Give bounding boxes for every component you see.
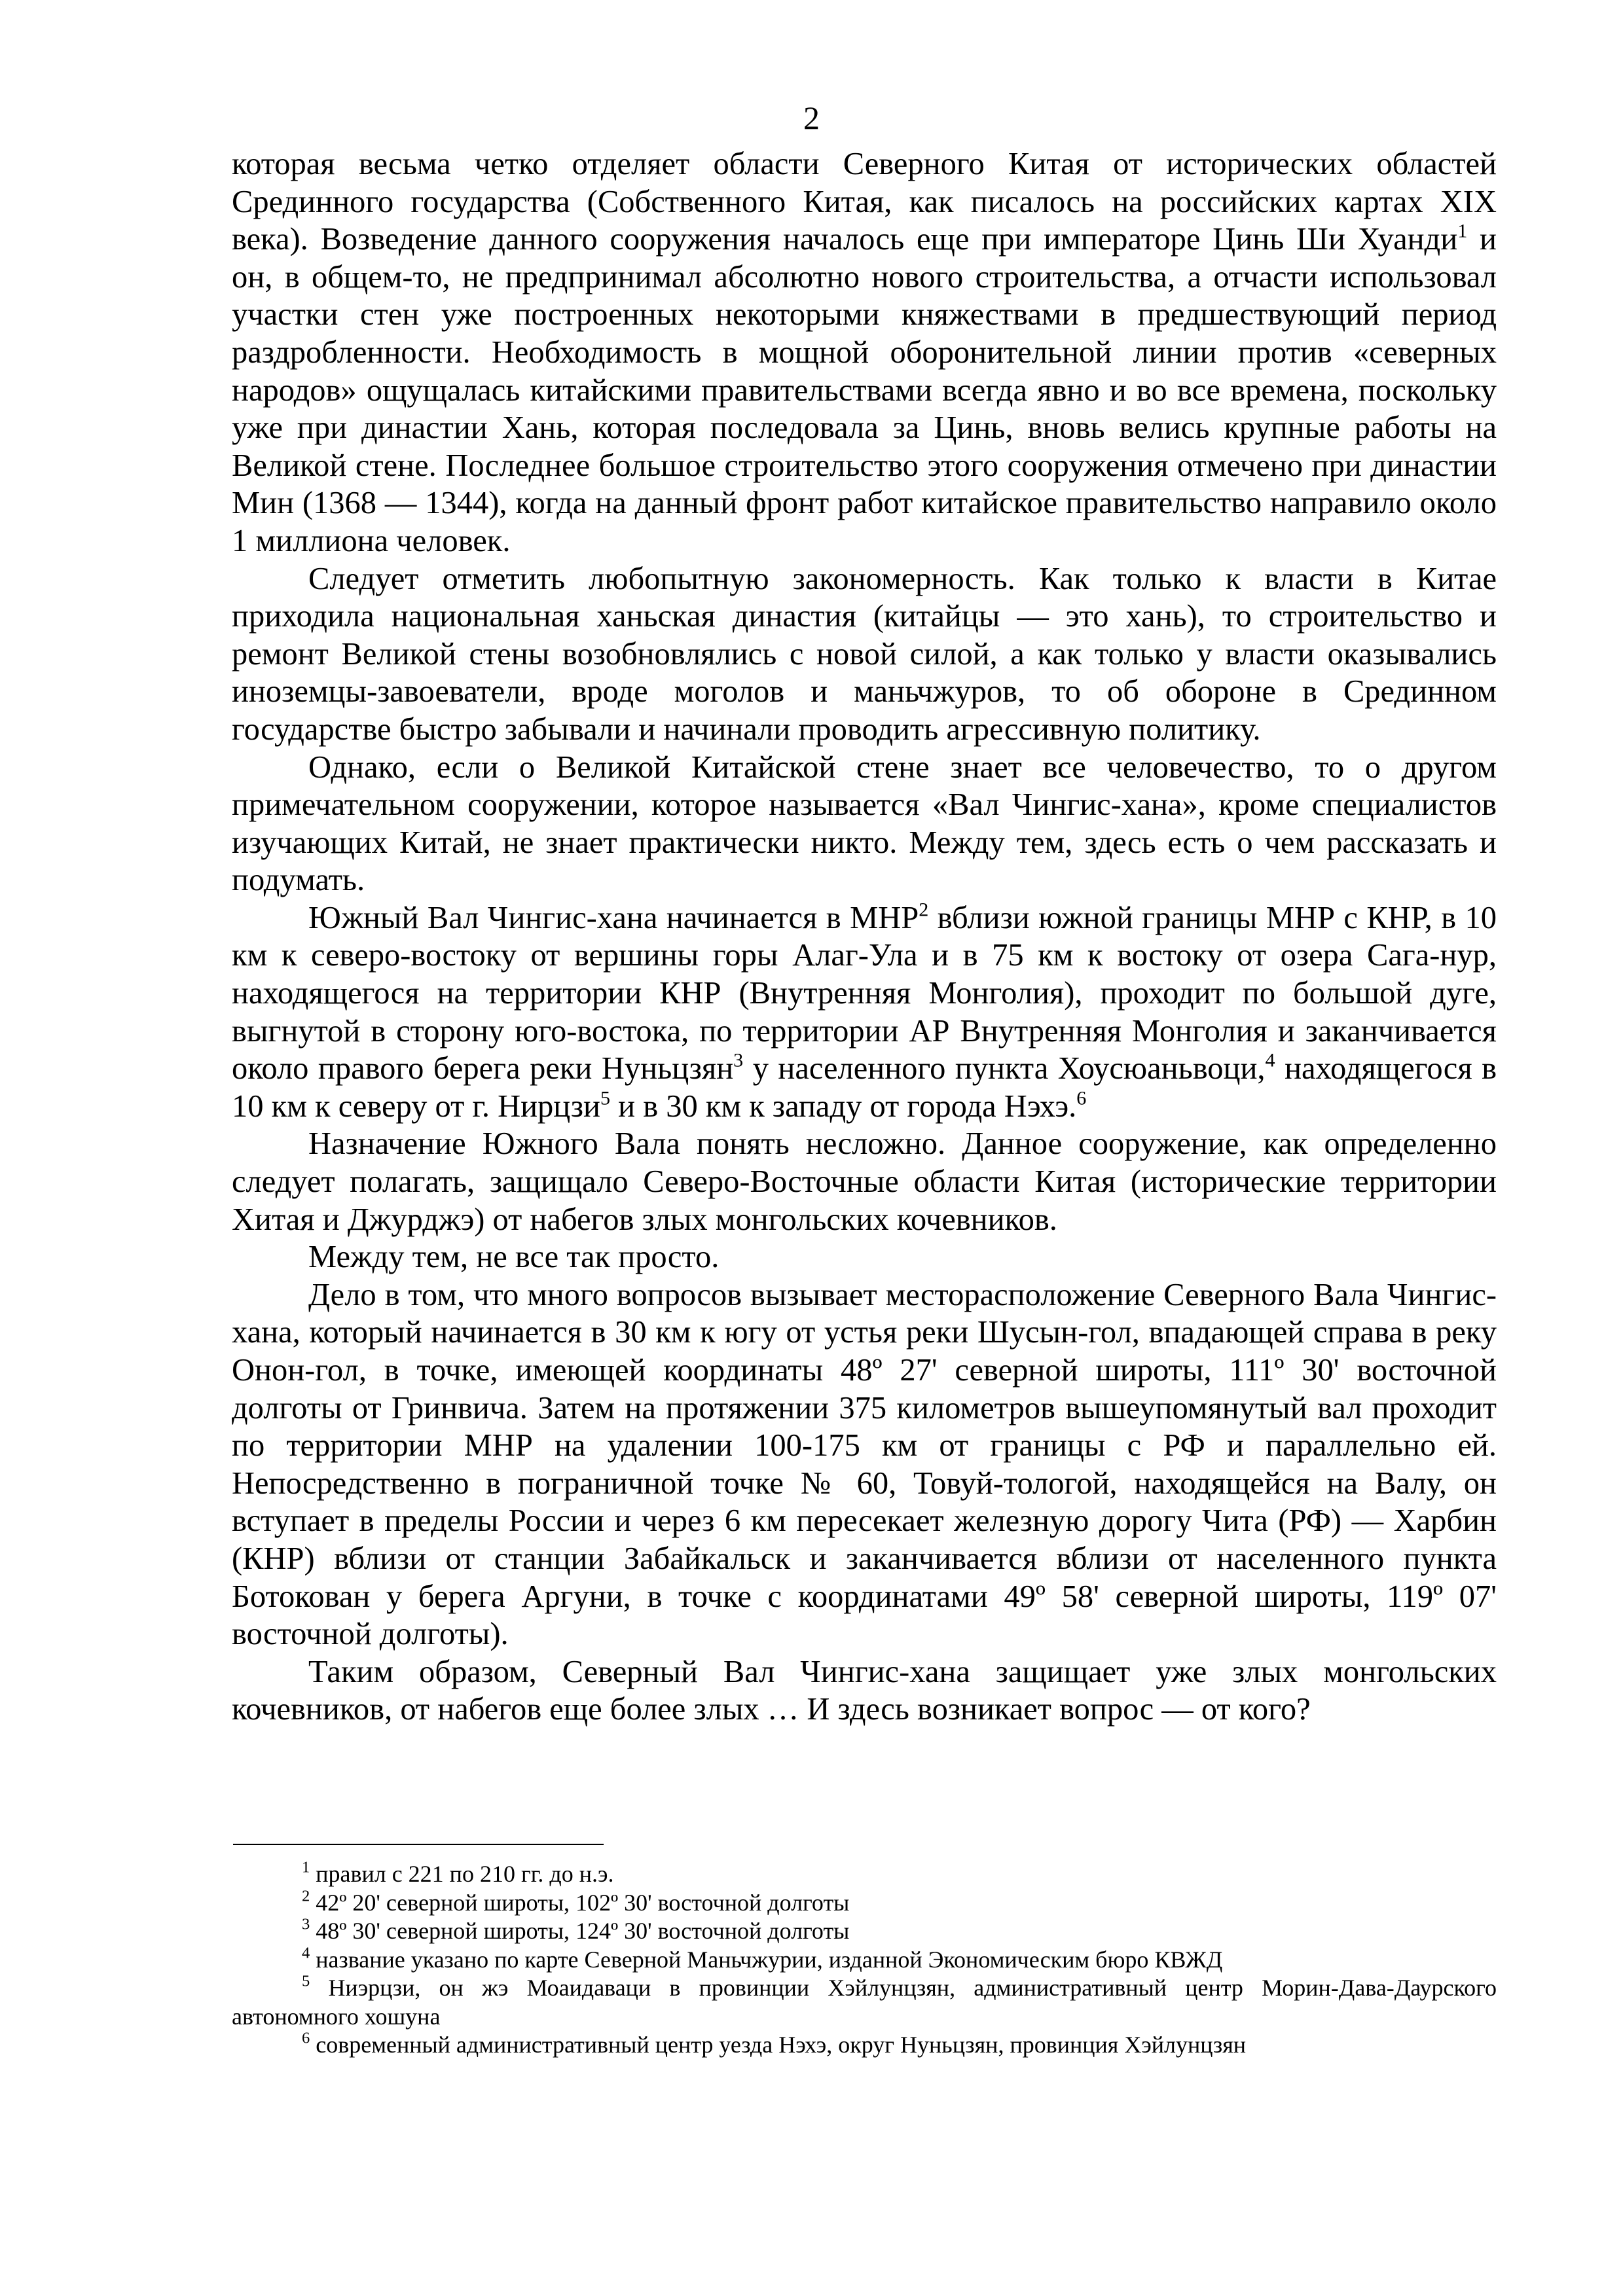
body-text	[232, 145, 1497, 1729]
footnote-number: 2	[302, 1886, 310, 1905]
paragraph: Следует отметить любопытную закономерность. Как только к власти в Китае приходила национальная ханьская династия (китайцы — это хань), то строительство и ремонт Великой стены возобновлялись с новой силой, а как только у власти оказывались иноземцы-завоеватели, вроде моголов и маньчжуров, то об обороне в Срединном государстве быстро забывали и начинали проводить агрессивную политику.	[232, 561, 1497, 747]
footnote: $^5$ Ниэрцзи, он жэ Моаидаваци в провинции Хэйлунцзян, административный центр Морин-Дава-Даурского автономного хошуна	[232, 1972, 1497, 2030]
footnote-ref[interactable]: 3	[733, 1049, 744, 1071]
paragraph: Дело в том, что много вопросов вызывает месторасположение Северного Вала Чингис-хана, который начинается в 30 км к югу от устья реки Шусын-гол, впадающей справа в реку Онон-гол, в точке, имеющей координаты 48º 27' северной широты, 111º 30' восточной долготы от Гринвича. Затем на протяжении 375 километров вышеупомянутый вал проходит по территории МНР на удалении 100-175 км от границы с РФ и параллельно ей. Непосредственно в пограничной точке № 60, Товуй-тологой, находящейся на Валу, он вступает в пределы России и через 6 км пересекает железную дорогу Чита (РФ) — Харбин (КНР) вблизи от станции Забайкальск и заканчивается вблизи от населенного пункта Ботокован у берега Аргуни, в точке с координатами 49º 58' северной широты, 119º 07' восточной долготы).	[232, 1277, 1497, 1652]
footnote-ref[interactable]: 1	[1457, 219, 1468, 242]
footnote-number: 4	[302, 1943, 310, 1962]
paragraph: Между тем, не все так просто.	[308, 1240, 720, 1275]
footnote: $^3$ 48º 30' северной широты, 124º 30' восточной долготы	[302, 1915, 850, 1944]
footnote-number: 6	[302, 2029, 310, 2047]
footnote-ref[interactable]: 4	[1265, 1049, 1275, 1071]
footnote: $^2$ 42º 20' северной широты, 102º 30' восточной долготы	[302, 1886, 850, 1916]
footnote-ref[interactable]: 5	[600, 1086, 610, 1109]
paragraph: которая весьма четко отделяет области Северного Китая от исторических областей Срединного государства (Собственного Китая, как писалось на российских картах XIX века). Возведение данного сооружения началось еще при императоре Цинь Ши Хуанди$^1$ и он, в общем-то, не предпринимал абсолютно нового строительства, а отчасти использовал участки стен уже построенных некоторыми княжествами в предшествующий период раздробленности. Необходимость в мощной оборонительной линии против «северных народов» ощущалась китайскими правительствами всегда явно и во все времена, поскольку уже при династии Хань, которая последовала за Цинь, вновь велись крупные работы на Великой стене. Последнее большое строительство этого сооружения отмечено при династии Мин (1368 — 1344), когда на данный фронт работ китайское правительство направило около 1 миллиона человек.	[232, 147, 1497, 558]
footnote-separator	[233, 1844, 604, 1845]
paragraph: Южный Вал Чингис-хана начинается в МНР$^2$ вблизи южной границы МНР с КНР, в 10 км к северо-востоку от вершины горы Алаг-Ула и в 75 км к востоку от озера Сага-нур, находящегося на территории КНР (Внутренняя Монголия), проходит по большой дуге, выгнутой в сторону юго-востока, по территории АР Внутренняя Монголия и заканчивается около правого берега реки Нуньцзян$^3$ у населенного пункта Хоусюаньвоци,$^4$ находящегося в 10 км к северу от г. Нирцзи$^5$ и в 30 км к западу от города Нэхэ.$^6$	[232, 898, 1497, 1124]
page-number: 2	[803, 99, 820, 136]
footnote: $^6$ современный административный центр уезда Нэхэ, округ Нуньцзян, провинция Хэйлунцзян	[302, 2029, 1247, 2058]
paragraph: Таким образом, Северный Вал Чингис-хана защищает уже злых монгольских кочевников, от набегов еще более злых … И здесь возникает вопрос — от кого?	[232, 1654, 1497, 1727]
footnote-number: 5	[302, 1972, 310, 1990]
footnote-number: 3	[302, 1915, 310, 1933]
footnotes	[232, 1860, 1497, 2060]
footnote-number: 1	[302, 1858, 310, 1876]
footnote-ref[interactable]: 6	[1076, 1086, 1087, 1109]
footnote: $^1$ правил с 221 по 210 гг. до н.э.	[302, 1858, 614, 1887]
footnote: $^4$ название указано по карте Северной Маньчжурии, изданной Экономическим бюро КВЖД	[302, 1943, 1223, 1973]
paragraph: Однако, если о Великой Китайской стене знает все человечество, то о другом примечательном сооружении, которое называется «Вал Чингис-хана», кроме специалистов изучающих Китай, не знает практически никто. Между тем, здесь есть о чем рассказать и подумать.	[232, 749, 1497, 898]
paragraph: Назначение Южного Вала понять несложно. Данное сооружение, как определенно следует полагать, защищало Северо-Восточные области Китая (исторические территории Хитая и Джурджэ) от набегов злых монгольских кочевников.	[232, 1126, 1497, 1237]
footnote-ref[interactable]: 2	[919, 898, 929, 921]
